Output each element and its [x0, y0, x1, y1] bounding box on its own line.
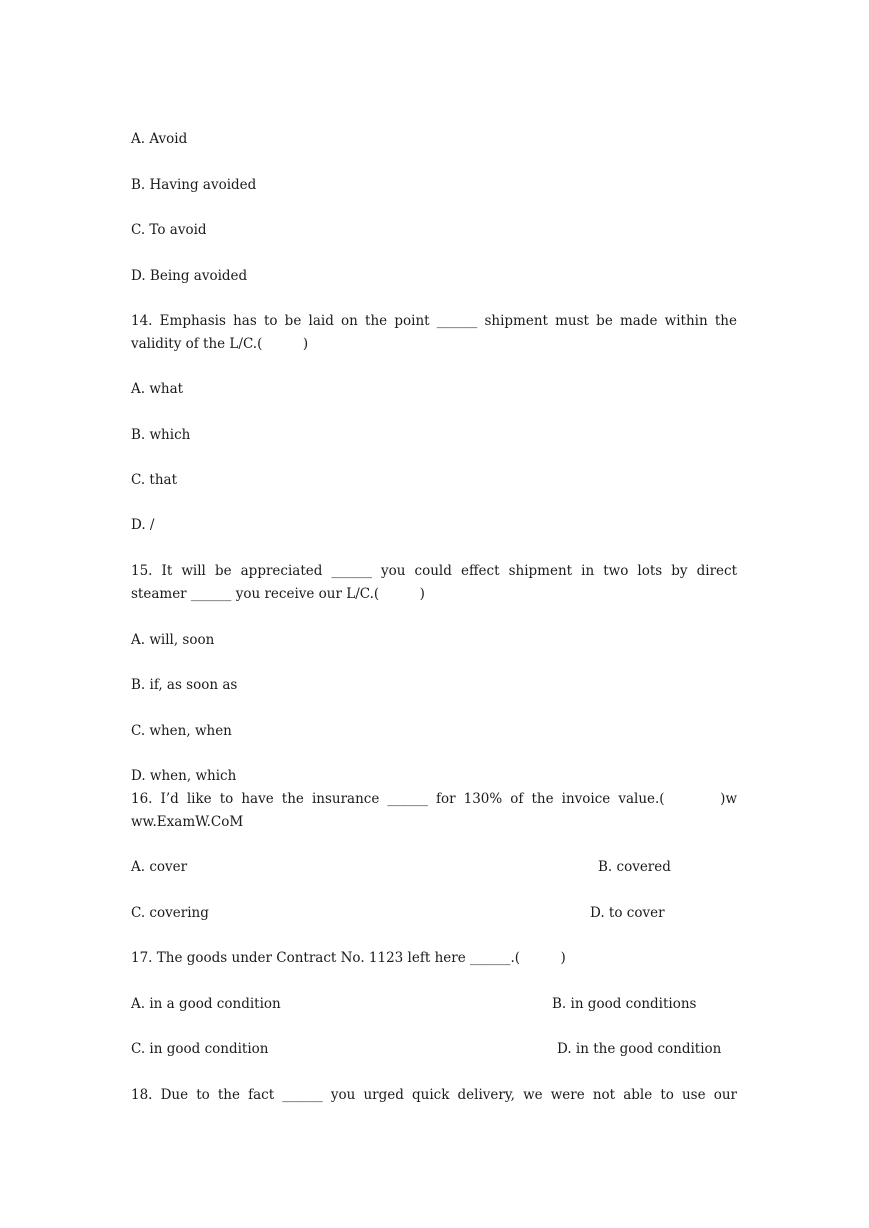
q15-stem-line-1: 15. It will be appreciated ______ you could effect shipment in two lots by direct [131, 563, 737, 579]
q17-option-a: A. in a good condition [131, 996, 281, 1012]
q16-stem-line-2: ww.ExamW.CoM [131, 814, 244, 830]
q15-option-d: D. when, which [131, 768, 237, 784]
q14-option-b: B. which [131, 427, 191, 443]
q14-stem-line-1: 14. Emphasis has to be laid on the point ______ shipment must be made within the [131, 313, 737, 329]
q16-stem-line-1: 16. I’d like to have the insurance ______ for 130% of the invoice value.( )w [131, 791, 737, 807]
q16-option-c: C. covering [131, 905, 209, 921]
q16-option-b: B. covered [598, 859, 671, 875]
q18-stem-line-1: 18. Due to the fact ______ you urged quick delivery, we were not able to use our [131, 1087, 737, 1103]
q15-option-b: B. if, as soon as [131, 677, 238, 693]
q18-stem [131, 1084, 737, 1107]
q16-option-a: A. cover [131, 859, 188, 875]
q14-option-c: C. that [131, 472, 178, 488]
q17-stem: 17. The goods under Contract No. 1123 left here ______.( ) [131, 950, 566, 966]
q17-option-d: D. in the good condition [557, 1041, 722, 1057]
q16-stem [131, 788, 737, 834]
q16-option-d: D. to cover [590, 905, 665, 921]
q14-stem [131, 310, 737, 356]
q13-option-d: D. Being avoided [131, 268, 248, 284]
q14-option-a: A. what [131, 381, 184, 397]
q17-option-c: C. in good condition [131, 1041, 269, 1057]
q13-option-a: A. Avoid [131, 131, 188, 147]
q13-option-c: C. To avoid [131, 222, 207, 238]
q13-option-b: B. Having avoided [131, 177, 257, 193]
q15-option-c: C. when, when [131, 723, 232, 739]
q14-option-d: D. / [131, 517, 155, 533]
q17-option-b: B. in good conditions [552, 996, 697, 1012]
q15-stem [131, 560, 737, 606]
q14-stem-line-2: validity of the L/C.( ) [131, 336, 309, 352]
q15-stem-line-2: steamer ______ you receive our L/C.( ) [131, 586, 425, 602]
q15-option-a: A. will, soon [131, 632, 215, 648]
